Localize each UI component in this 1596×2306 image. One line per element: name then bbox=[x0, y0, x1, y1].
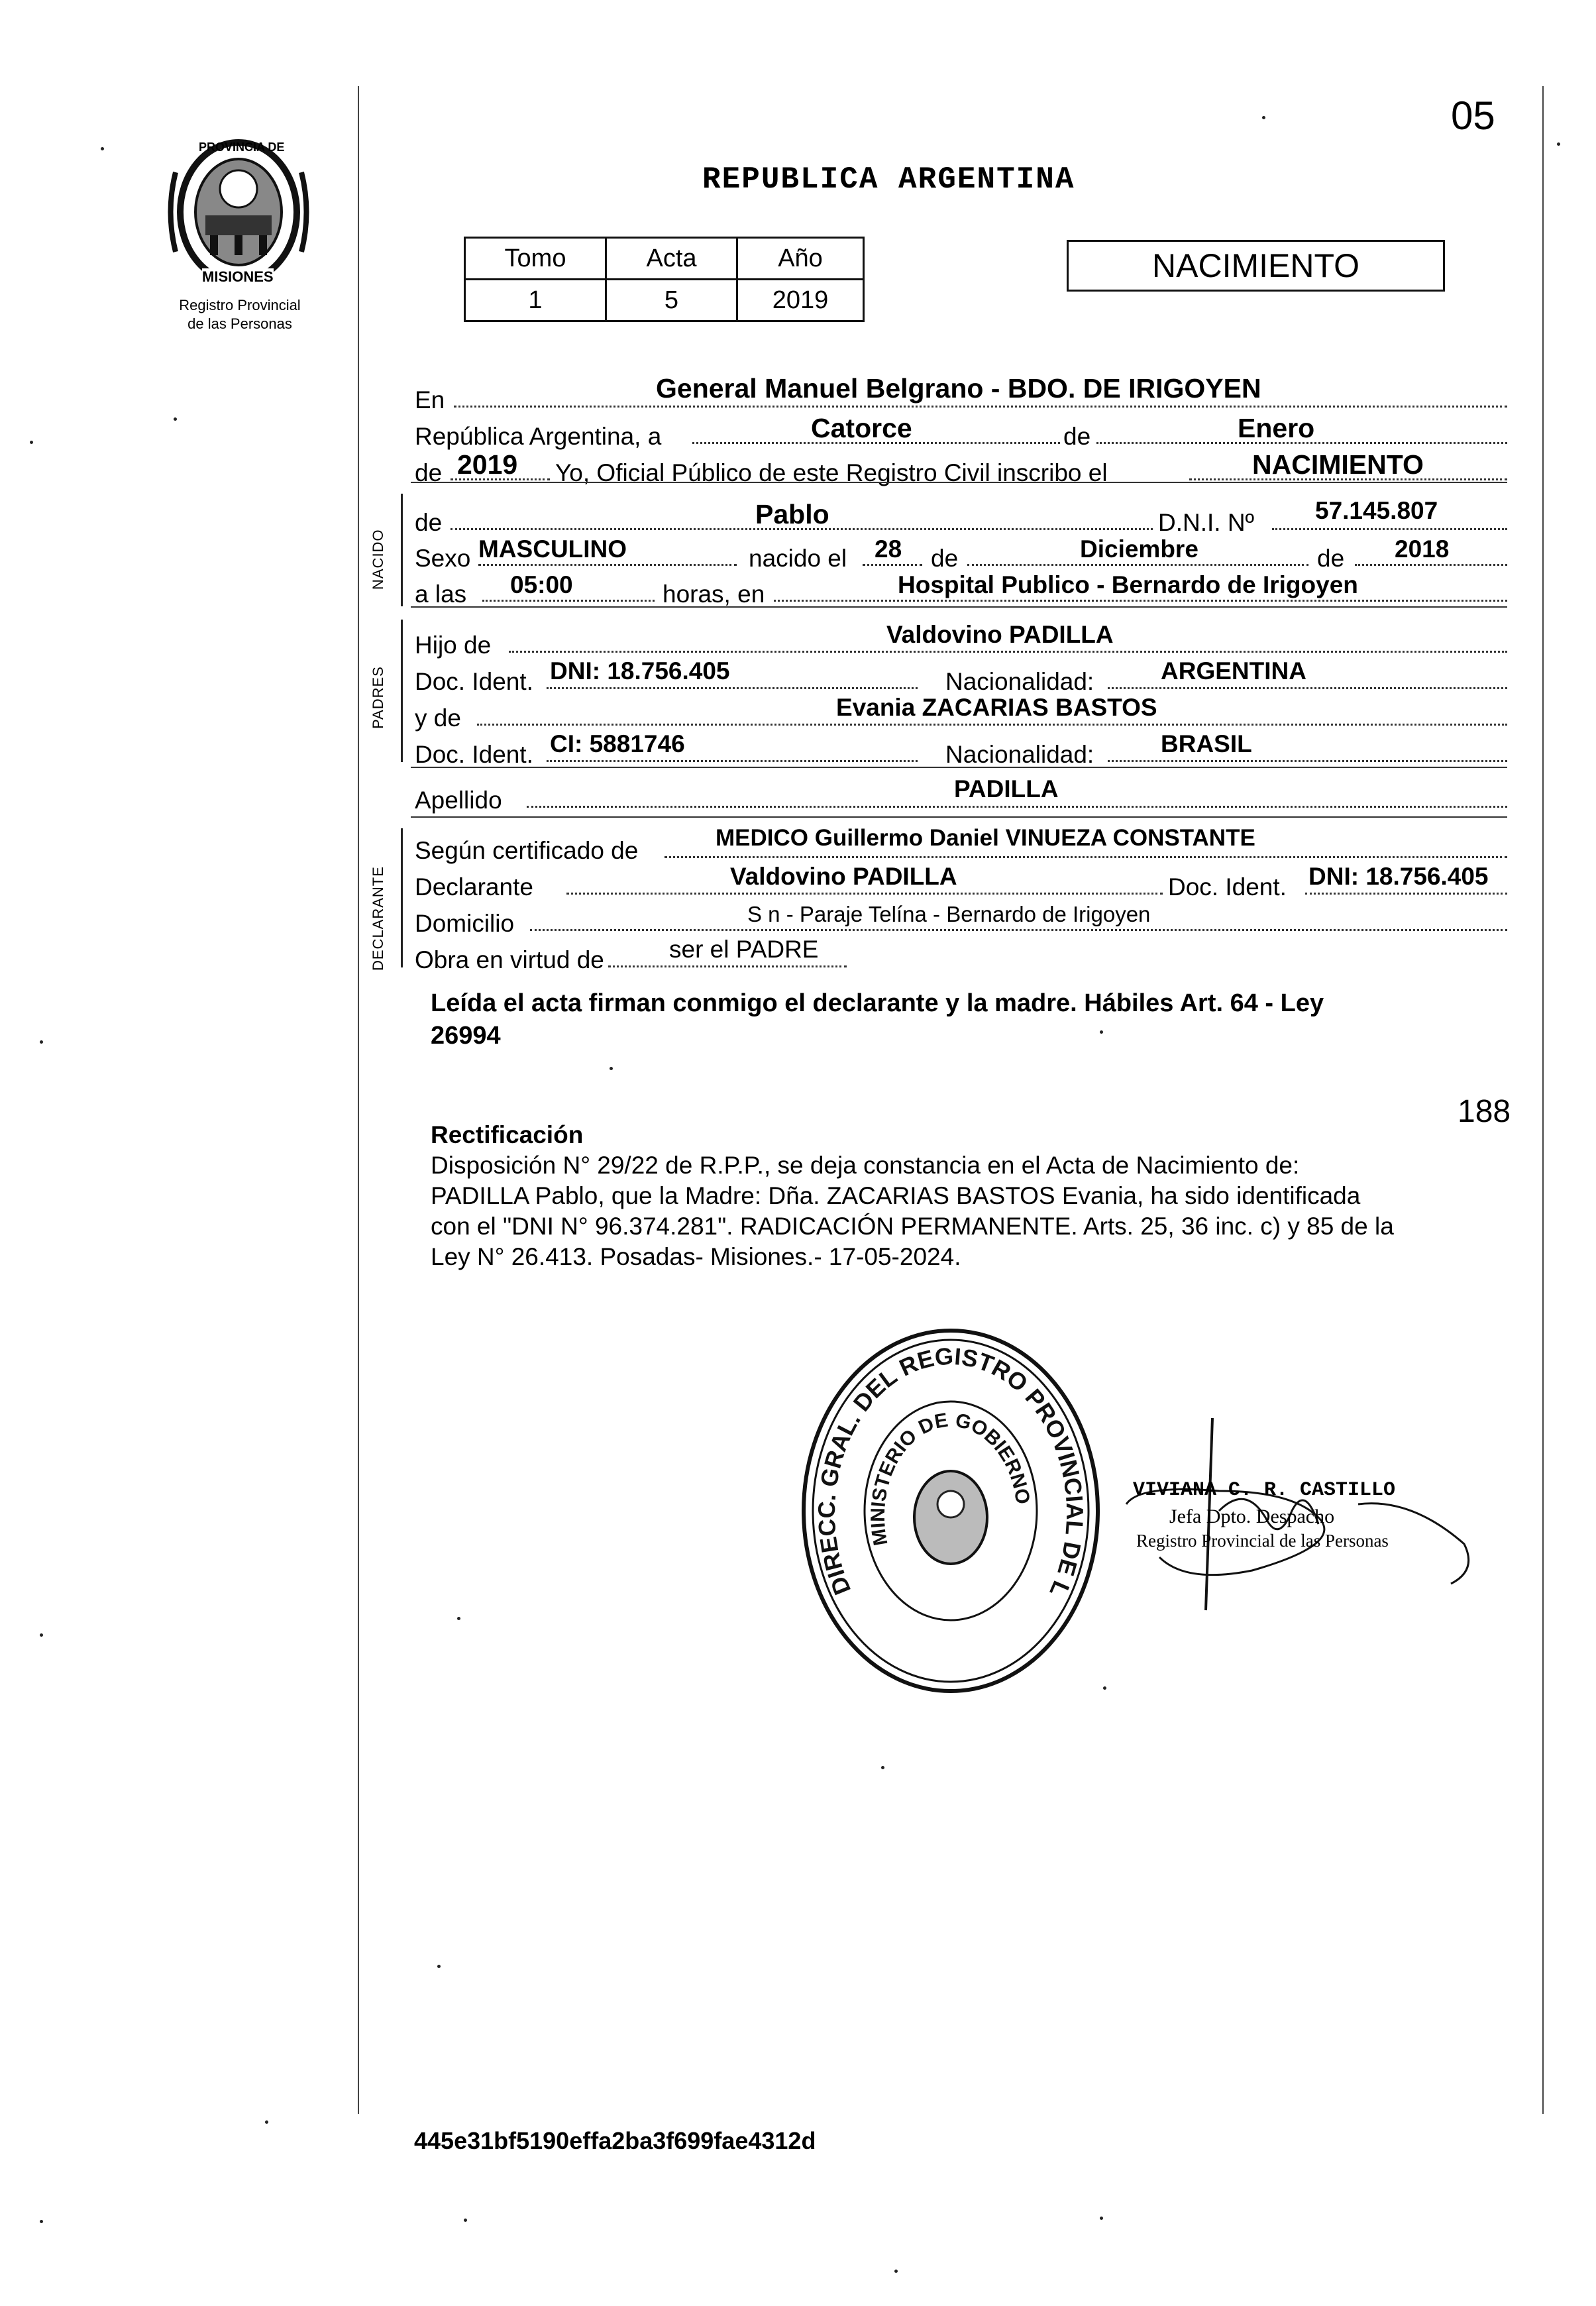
header-acta: Acta bbox=[606, 238, 737, 280]
divider-1 bbox=[411, 482, 1507, 483]
label-obra: Obra en virtud de bbox=[415, 946, 604, 973]
volume-table bbox=[464, 237, 865, 322]
birth-place-value: Hospital Publico - Bernardo de Irigoyen bbox=[898, 571, 1358, 598]
dots-declarant bbox=[566, 893, 1163, 895]
rectification-line-3: con el "DNI N° 96.374.281". RADICACIÓN PERMANENTE. Arts. 25, 36 inc. c) y 85 de la bbox=[431, 1213, 1394, 1240]
scan-speck bbox=[610, 1067, 613, 1070]
logo-bottom-text: MISIONES bbox=[202, 268, 274, 285]
label-en: En bbox=[415, 386, 445, 413]
right-margin-line bbox=[1542, 86, 1544, 2114]
birth-day-value: 28 bbox=[875, 535, 902, 563]
dots-bday bbox=[863, 564, 922, 566]
record-type-box: NACIMIENTO bbox=[1067, 240, 1445, 292]
dots-by-virtue bbox=[608, 965, 847, 967]
stamp-line-3: Registro Provincial de las Personas bbox=[1136, 1531, 1389, 1551]
scan-speck bbox=[174, 417, 177, 421]
month-value: Enero bbox=[1238, 413, 1315, 443]
declarant-doc-value: DNI: 18.756.405 bbox=[1308, 863, 1489, 890]
father-value: Valdovino PADILLA bbox=[886, 621, 1114, 648]
side-label-declarante: DECLARANTE bbox=[370, 866, 386, 971]
dots-domicile bbox=[530, 929, 1507, 931]
stamp-line-1: VIVIANA C. R. CASTILLO bbox=[1133, 1479, 1396, 1502]
logo-top-text: PROVINCIA DE bbox=[199, 140, 285, 154]
day-value: Catorce bbox=[811, 413, 912, 443]
father-doc-value: DNI: 18.756.405 bbox=[550, 657, 730, 685]
father-nat-value: ARGENTINA bbox=[1161, 657, 1306, 685]
rectification-line-2: PADILLA Pablo, que la Madre: Dña. ZACARIAS BASTOS Evania, ha sido identificada bbox=[431, 1182, 1361, 1209]
dots-time bbox=[482, 600, 655, 602]
surname-value: PADILLA bbox=[954, 775, 1059, 802]
seal-inner-text: MINISTERIO DE GOBIERNO bbox=[867, 1409, 1034, 1547]
scan-speck bbox=[881, 1766, 884, 1769]
side-label-nacido: NACIDO bbox=[370, 529, 386, 590]
logo-caption-1: Registro Provincial bbox=[179, 297, 301, 313]
scan-speck bbox=[101, 147, 104, 150]
label-nat-father: Nacionalidad: bbox=[945, 668, 1094, 695]
label-hijo-de: Hijo de bbox=[415, 631, 492, 659]
mother-value: Evania ZACARIAS BASTOS bbox=[836, 694, 1157, 721]
nacido-bar bbox=[401, 494, 403, 606]
marginal-number: 188 bbox=[1458, 1094, 1511, 1129]
seal-outer-text: DIRECC. GRAL. DEL REGISTRO PROVINCIAL DE L bbox=[812, 1342, 1089, 1602]
label-sexo: Sexo bbox=[415, 545, 471, 572]
scan-speck bbox=[437, 1965, 441, 1968]
place-value: General Manuel Belgrano - BDO. DE IRIGOYEN bbox=[656, 373, 1261, 404]
closing-line-2: 26994 bbox=[431, 1022, 501, 1050]
label-nacido-el: nacido el bbox=[749, 545, 847, 572]
scan-speck bbox=[1100, 1030, 1103, 1034]
dots-mother-doc bbox=[547, 760, 918, 762]
label-republica: República Argentina, a bbox=[415, 423, 662, 450]
value-anio: 2019 bbox=[737, 280, 864, 321]
label-de-name: de bbox=[415, 509, 443, 536]
act-value: NACIMIENTO bbox=[1252, 449, 1424, 480]
dots-place bbox=[454, 406, 1507, 408]
label-de-month: de bbox=[1063, 423, 1091, 450]
value-acta: 5 bbox=[606, 280, 737, 321]
scan-speck bbox=[1100, 2217, 1103, 2220]
dots-father-doc bbox=[547, 687, 918, 689]
rectification-line-1: Disposición N° 29/22 de R.P.P., se deja constancia en el Acta de Nacimiento de: bbox=[431, 1152, 1300, 1179]
label-declarante: Declarante bbox=[415, 873, 533, 901]
scan-speck bbox=[1103, 1686, 1106, 1690]
value-tomo: 1 bbox=[465, 280, 606, 321]
scan-speck bbox=[457, 1617, 460, 1620]
dots-birth-place bbox=[774, 600, 1507, 602]
label-doc-ident-mother: Doc. Ident. bbox=[415, 741, 533, 768]
dots-father-nat bbox=[1108, 687, 1507, 689]
scan-speck bbox=[40, 1040, 43, 1044]
dots-dni bbox=[1272, 528, 1507, 530]
official-seal bbox=[798, 1325, 1103, 1696]
divider-3 bbox=[411, 767, 1507, 768]
header-tomo: Tomo bbox=[465, 238, 606, 280]
left-margin-line bbox=[358, 86, 359, 2114]
birth-time-value: 05:00 bbox=[510, 571, 573, 598]
by-virtue-value: ser el PADRE bbox=[669, 936, 819, 963]
birth-year-value: 2018 bbox=[1395, 535, 1450, 563]
divider-2 bbox=[411, 606, 1507, 608]
document-hash: 445e31bf5190effa2ba3f699fae4312d bbox=[414, 2127, 816, 2154]
dots-sex bbox=[478, 564, 737, 566]
declarante-bar bbox=[401, 828, 403, 967]
label-dni: D.N.I. Nº bbox=[1158, 509, 1255, 536]
label-a-las: a las bbox=[415, 580, 467, 608]
year-value: 2019 bbox=[457, 449, 518, 480]
label-yo: Yo, Oficial Público de este Registro Civil inscribo el bbox=[555, 459, 1108, 486]
logo-caption-2: de las Personas bbox=[187, 315, 292, 332]
declarant-value: Valdovino PADILLA bbox=[730, 863, 957, 890]
dots-surname bbox=[527, 806, 1507, 808]
stamp-line-2: Jefa Dpto. Despacho bbox=[1169, 1506, 1335, 1527]
label-y-de: y de bbox=[415, 704, 461, 732]
birth-month-value: Diciembre bbox=[1080, 535, 1198, 563]
scan-speck bbox=[894, 2270, 898, 2273]
label-doc-ident-father: Doc. Ident. bbox=[415, 668, 533, 695]
dots-declarant-doc bbox=[1305, 893, 1507, 895]
rectification-title: Rectificación bbox=[431, 1121, 584, 1148]
side-label-padres: PADRES bbox=[370, 666, 386, 729]
label-doc-ident-declarant: Doc. Ident. bbox=[1168, 873, 1287, 901]
label-de-year: de bbox=[415, 459, 443, 486]
official-seal-icon bbox=[798, 1325, 1103, 1696]
mother-doc-value: CI: 5881746 bbox=[550, 730, 685, 757]
scan-speck bbox=[1557, 142, 1560, 146]
scan-speck bbox=[40, 1633, 43, 1637]
province-logo bbox=[162, 133, 315, 292]
dots-certificate bbox=[665, 856, 1507, 858]
scan-speck bbox=[30, 441, 33, 444]
dots-mother bbox=[477, 724, 1507, 726]
label-de-1: de bbox=[931, 545, 959, 572]
domicile-value: S n - Paraje Telína - Bernardo de Irigoyen bbox=[747, 902, 1151, 926]
label-apellido: Apellido bbox=[415, 787, 502, 814]
sex-value: MASCULINO bbox=[478, 535, 627, 563]
scan-speck bbox=[464, 2219, 467, 2222]
label-domicilio: Domicilio bbox=[415, 910, 515, 937]
name-value: Pablo bbox=[755, 499, 829, 529]
header-title: REPUBLICA ARGENTINA bbox=[702, 162, 1075, 197]
scan-speck bbox=[40, 2220, 43, 2223]
dots-mother-nat bbox=[1108, 760, 1507, 762]
header-anio: Año bbox=[737, 238, 864, 280]
mother-nat-value: BRASIL bbox=[1161, 730, 1252, 757]
misiones-coat-of-arms-icon bbox=[162, 133, 315, 292]
page-number: 05 bbox=[1451, 93, 1495, 138]
certificate-value: MEDICO Guillermo Daniel VINUEZA CONSTANTE bbox=[716, 825, 1255, 851]
rectification-line-4: Ley N° 26.413. Posadas- Misiones.- 17-05-2024. bbox=[431, 1243, 961, 1270]
dots-father bbox=[509, 651, 1507, 653]
dni-value: 57.145.807 bbox=[1315, 497, 1438, 524]
label-horas-en: horas, en bbox=[663, 580, 765, 608]
scan-speck bbox=[1262, 116, 1265, 119]
label-de-2: de bbox=[1317, 545, 1345, 572]
closing-line-1: Leída el acta firman conmigo el declarante y la madre. Hábiles Art. 64 - Ley bbox=[431, 989, 1324, 1017]
dots-bmonth bbox=[967, 564, 1308, 566]
label-nat-mother: Nacionalidad: bbox=[945, 741, 1094, 768]
divider-4 bbox=[411, 816, 1507, 818]
label-segun: Según certificado de bbox=[415, 837, 639, 864]
dots-byear bbox=[1355, 564, 1507, 566]
scan-speck bbox=[265, 2120, 268, 2124]
padres-bar bbox=[401, 620, 403, 762]
